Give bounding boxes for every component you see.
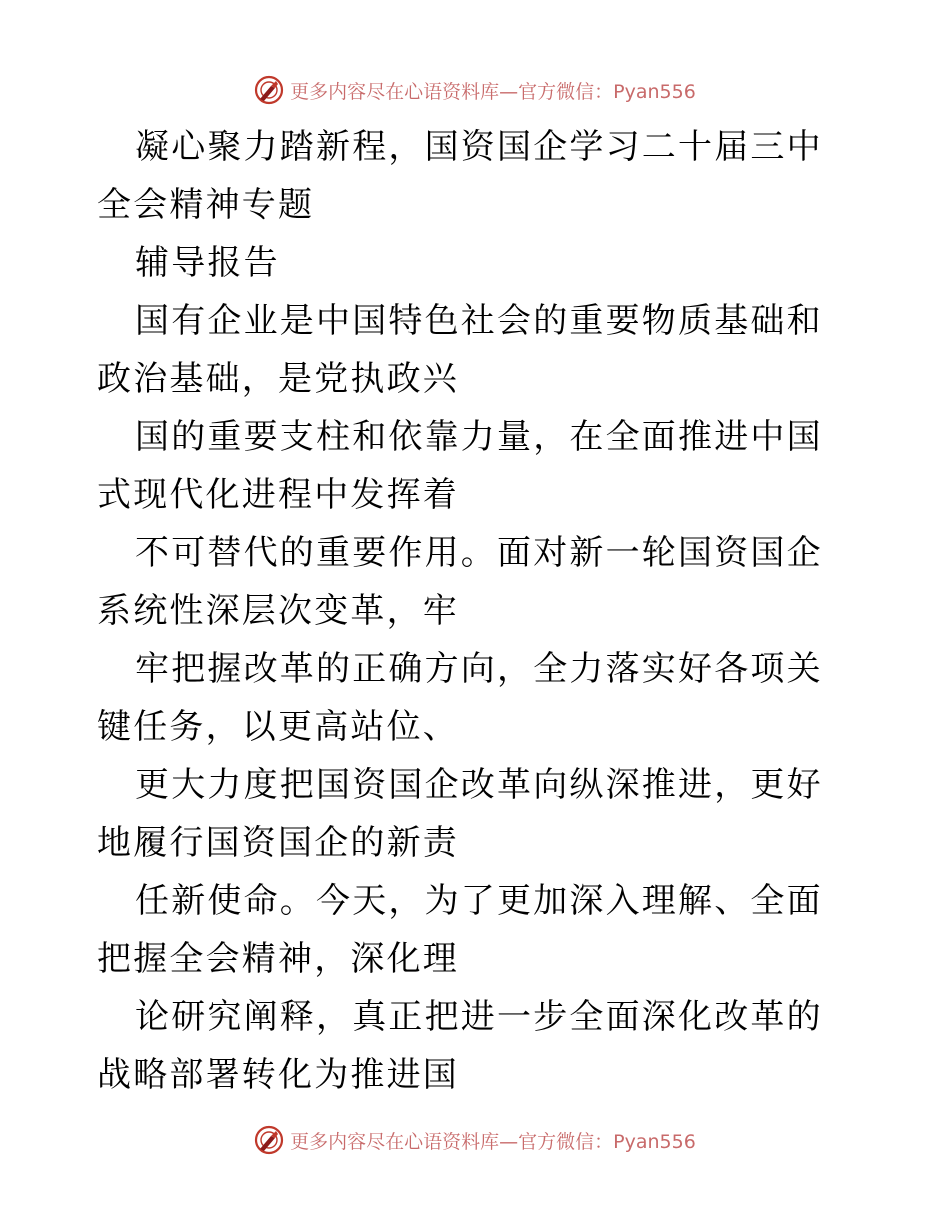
footer-watermark-text: 更多内容尽在心语资料库—官方微信：Pyan556 — [290, 1130, 696, 1153]
footer-watermark-banner — [0, 1120, 950, 1160]
body-paragraph: 国有企业是中国特色社会的重要物质基础和政治基础，是党执政兴 — [97, 301, 823, 399]
header-watermark-text: 更多内容尽在心语资料库—官方微信：Pyan556 — [290, 80, 696, 103]
header-watermark-banner — [0, 70, 950, 110]
pen-logo-icon — [254, 75, 284, 105]
body-paragraph: 牢把握改革的正确方向，全力落实好各项关键任务，以更高站位、 — [97, 649, 823, 747]
pen-logo-icon — [254, 1125, 284, 1155]
body-paragraph: 国的重要支柱和依靠力量，在全面推进中国式现代化进程中发挥着 — [97, 417, 823, 515]
document-title-line1: 凝心聚力踏新程，国资国企学习二十届三中全会精神专题 — [97, 127, 823, 225]
body-paragraph: 论研究阐释，真正把进一步全面深化改革的战略部署转化为推进国 — [97, 997, 823, 1095]
body-paragraph: 不可替代的重要作用。面对新一轮国资国企系统性深层次变革，牢 — [97, 533, 823, 631]
document-body — [97, 118, 857, 1104]
body-paragraph: 任新使命。今天，为了更加深入理解、全面把握全会精神，深化理 — [97, 881, 823, 979]
body-paragraph: 更大力度把国资国企改革向纵深推进，更好地履行国资国企的新责 — [97, 765, 823, 863]
document-title-line2: 辅导报告 — [135, 243, 280, 283]
